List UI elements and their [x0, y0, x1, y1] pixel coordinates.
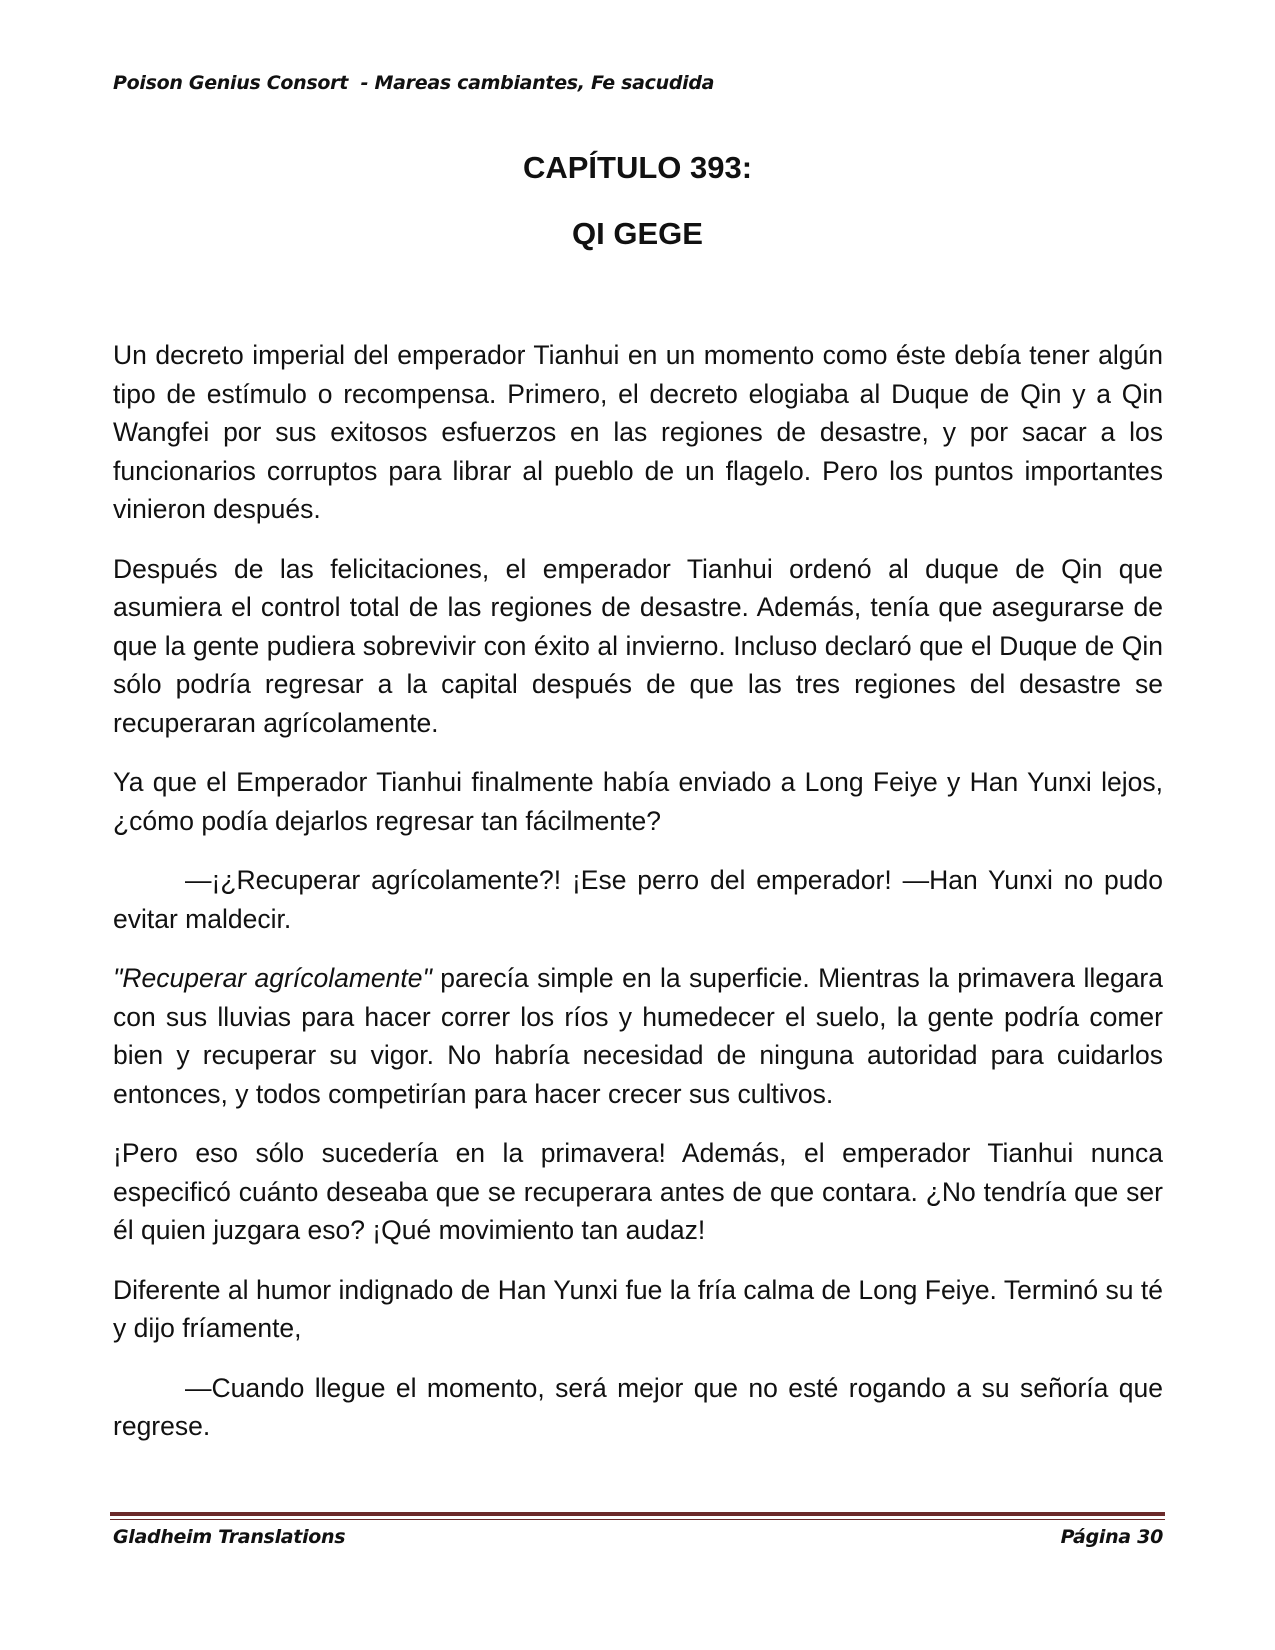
running-header: Poison Genius Consort - Mareas cambiantes, Fe sacudida [113, 72, 715, 94]
paragraph [113, 959, 1163, 1113]
footer-rule-thin [110, 1519, 1165, 1520]
chapter-title: QI GEGE [572, 216, 703, 251]
dialogue-paragraph: —Cuando llegue el momento, será mejor que no esté rogando a su señoría que regrese. [113, 1372, 1163, 1441]
chapter-number: CAPÍTULO 393: [522, 150, 753, 185]
italic-quote: "Recuperar agrícolamente" [113, 963, 432, 993]
footer-credit: Gladheim Translations [113, 1526, 346, 1548]
paragraph: ¡Pero eso sólo sucedería en la primavera! Además, el emperador Tianhui nunca especificó cuánto deseaba que se recuperara antes de que contara. ¿No tendría que ser él quien juzgara eso? ¡Qué movimiento tan audaz! [113, 1138, 1163, 1245]
dialogue-paragraph: —¡¿Recuperar agrícolamente?! ¡Ese perro del emperador! —Han Yunxi no pudo evitar maldecir. [113, 865, 1163, 934]
footer-rule [110, 1512, 1165, 1516]
paragraph: Un decreto imperial del emperador Tianhui en un momento como éste debía tener algún tipo de estímulo o recompensa. Primero, el decreto elogiaba al Duque de Qin y a Qin Wangfei por sus exitosos esfuerzos en las regiones de desastre, y por sacar a los funcionarios corruptos para librar al pueblo de un flagelo. Pero los puntos importantes vinieron después. [113, 340, 1163, 524]
paragraph: Después de las felicitaciones, el emperador Tianhui ordenó al duque de Qin que asumiera el control total de las regiones de desastre. Además, tenía que asegurarse de que la gente pudiera sobrevivir con éxito al invierno. Incluso declaró que el Duque de Qin sólo podría regresar a la capital después de que las tres regiones del desastre se recuperaran agrícolamente. [113, 553, 1163, 738]
paragraph-text: parecía simple en la superficie. Mientras la primavera llegara con sus lluvias para hacer correr los ríos y humedecer el suelo, la gente podría comer bien y recuperar su vigor. No habría necesidad de ninguna autoridad para cuidarlos entonces, y todos competirían para hacer crecer sus cultivos. [113, 963, 1163, 1109]
body-text [113, 336, 1163, 1467]
page-number: Página 30 [1060, 1526, 1163, 1548]
paragraph: Ya que el Emperador Tianhui finalmente había enviado a Long Feiye y Han Yunxi lejos, ¿cómo podía dejarlos regresar tan fácilmente? [113, 767, 1163, 836]
paragraph: Diferente al humor indignado de Han Yunxi fue la fría calma de Long Feiye. Terminó su té y dijo fríamente, [113, 1274, 1163, 1343]
